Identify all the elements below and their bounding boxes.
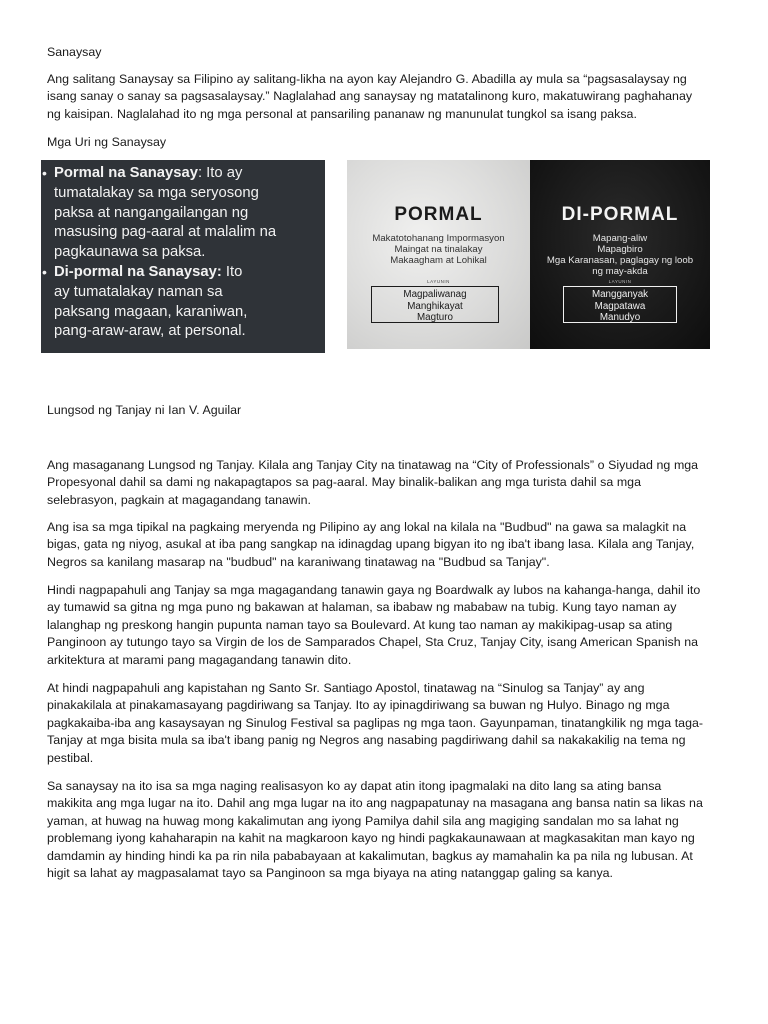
intro-line: ng kaisipan. Naglalahad ito ng mga personal at pansariling pananaw ng manunulat tungkol sa isang paksa. [47, 106, 637, 121]
essay-paragraph-2: Ang isa sa mga tipikal na pagkaing meryenda ng Pilipino ay ang lokal na kilala na "Budbud" na gawa sa malagkit na bigas, gata ng niyog, asukal at iba pang sangkap na idinagdag upang bigyan ito ng iba't ibang lasa. Kilala ang Tanjay, Negros sa kanilang masarap na "budbud" na karaniwang tinatawag na "Budbud sa Tanjay". [47, 520, 695, 569]
bullet-item-pormal: • Pormal na Sanaysay: Ito ay tumatalakay sa mga seryosong paksa at nangangailangan ng masusing pag-aaral at malalim na pagkaunawa sa paksa. [42, 165, 277, 261]
intro-line: Ang salitang Sanaysay sa Filipino ay salitang-likha na ayon kay Alejandro G. Abadilla ay mula sa “pagsasalaysay ng [47, 72, 687, 86]
dipormal-description: Mapang-aliw Mapagbiro Mga Karanasan, paglagay ng loob ng may-akda [546, 233, 694, 277]
dipormal-title: DI-PORMAL [561, 204, 679, 225]
essay-paragraph-5: Sa sanaysay na ito isa sa mga naging realisasyon ko ay dapat atin itong ipagmalaki na dito lang sa ating bansa makikita ang mga lugar na ito. Dahil ang mga lugar na ito ang nagpapatunay na masagana ang bansa natin sa likas na yaman, at huwag na huwag mong kakalimutan ang iyong Pamilya dahil sila ang magiging sandalan mo sa lahat ng problemang iyong kahaharapin na kahit na magkaroon kayo ng hindi pagkakaunawaan at magkasakitan man kayo ng damdamin ay hinding hindi ka pa rin nila pababayaan at kakalimutan, bagkus ay mamahalin ka pa nila ng lubusan. At higit sa lahat ay magpasalamat tayo sa Panginoon sa mga biyaya na ating natanggap galing sa kanya. [47, 779, 703, 881]
essay-paragraph-4: At hindi nagpapahuli ang kapistahan ng Santo Sr. Santiago Apostol, tinatawag na “Sinulog sa Tanjay” ay ang pinakakilala at pinakamasayang pagdiriwang sa Tanjay. Ito ay ipinagdiriwang sa buwan ng Hulyo. Binago ng mga pagkakaiba-iba ang kasaysayan ng Sinulog Festival sa paglipas ng mga taon. Gayunpaman, tinatangkilik ng mga taga- Tanjay at mga bisita mula sa iba't ibang panig ng Negros ang nasabing pagdiriwang dahil sa nakakakilig na tema ng pestibal. [47, 681, 703, 765]
bullet-dot: • [42, 165, 47, 181]
dipormal-layunin-label: LAYUNIN [608, 279, 632, 284]
essay-paragraph-3: Hindi nagpapahuli ang Tanjay sa mga magagandang tanawin gaya ng Boardwalk ay lubos na kahanga-hanga, dahil ito ay tumawid sa gitna ng mga puno ng bakawan at halaman, sa ibabaw ng mababaw na tubig. Kung tayo naman ay lalanghap ng preskong hangin pupunta naman tayo sa Boulevard. At kung tao naman ay makikipag-usap sa ating Panginoon ay tutungo tayo sa Virgin de los de Samparados Chapel, Sta Cruz, Tanjay City, isang American Spanish na arkitektura at marami pang magagandang tanawin dito. [47, 583, 701, 667]
intro-paragraph [47, 71, 727, 123]
bullet-term: Pormal na Sanaysay [54, 165, 198, 181]
essay-paragraph-1: Ang masaganang Lungsod ng Tanjay. Kilala ang Tanjay City na tinatawag na “City of Professionals” o Siyudad ng mga Propesyonal dahil sa dami ng nakapagtapos sa pag-aaral. May binalik-balikan ang mga turista dahil sa mga selebrasyon, pagkain at magagandang tanawin. [47, 458, 699, 507]
pormal-description: Makatotohanang Impormasyon Maingat na tinalakay Makaagham at Lohikal [372, 233, 505, 266]
heading-sanaysay: Sanaysay [47, 45, 102, 59]
bullet-term: Di-pormal na Sanaysay: [54, 264, 222, 280]
heading-mga-uri: Mga Uri ng Sanaysay [47, 135, 167, 149]
pormal-dipormal-image [347, 160, 710, 349]
pormal-panel [347, 160, 530, 349]
essay-title: Lungsod ng Tanjay ni Ian V. Aguilar [47, 403, 242, 417]
intro-line: isang sanay o sanay sa pagsasalaysay.” Naglalahad ang sanaysay ng matatalinong kuro, makatuwirang paghahanay [47, 89, 693, 104]
dipormal-panel [530, 160, 710, 349]
dipormal-aims-box: Mangganyak Magpatawa Manudyo [563, 286, 677, 323]
sanaysay-types-image [41, 160, 325, 353]
bullet-dot: • [42, 264, 47, 280]
pormal-aims-box: Magpaliwanag Manghikayat Magturo [371, 286, 499, 323]
pormal-title: PORMAL [394, 204, 483, 225]
pormal-layunin-label: LAYUNIN [427, 279, 450, 284]
bullet-item-dipormal: • Di-pormal na Sanaysay: Ito ay tumatalakay naman sa paksang magaan, karaniwan, pang-araw-araw, at personal. [42, 264, 248, 340]
